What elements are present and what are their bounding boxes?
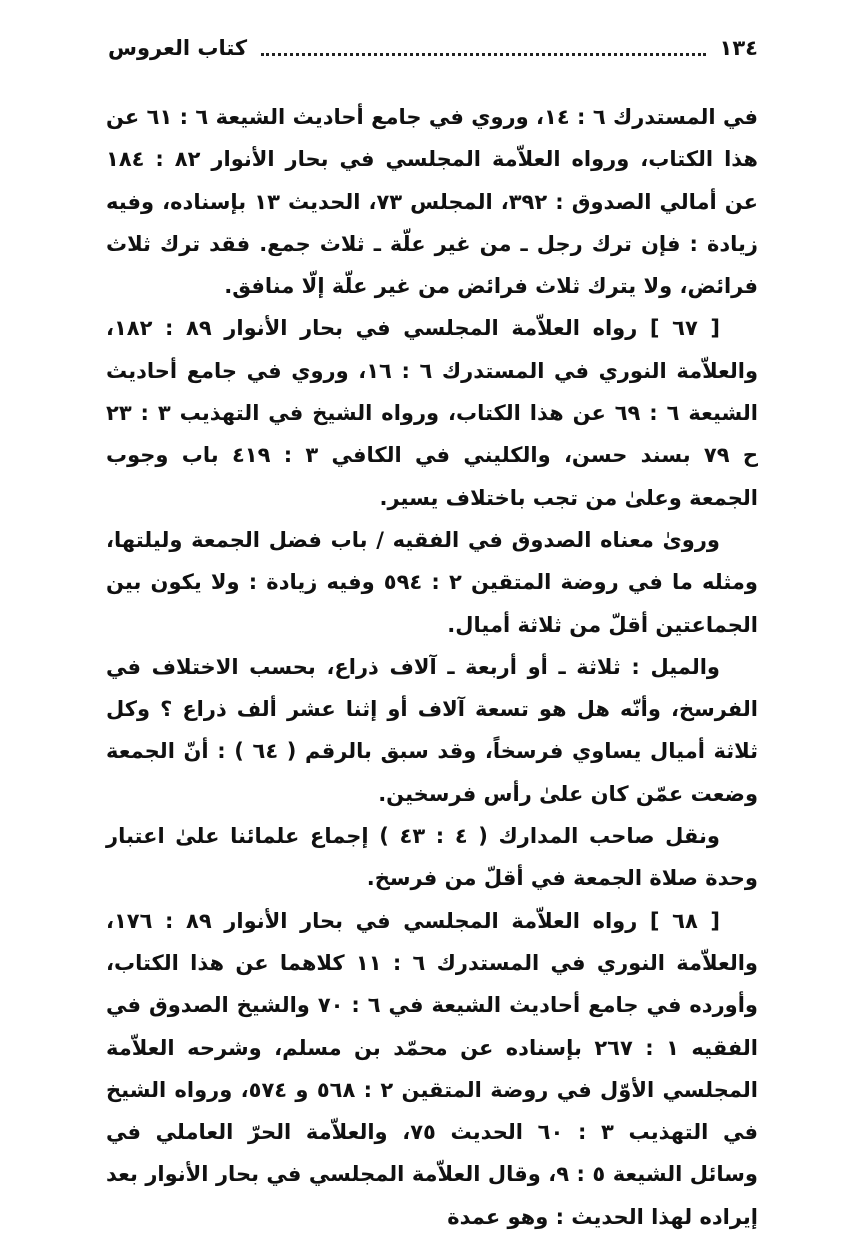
header-dot-leader: [261, 53, 705, 56]
paragraph-6: [ ٦٨ ] رواه العلاّمة المجلسي في بحار الأنوار ٨٩ : ١٧٦، والعلاّمة النوري في المستدرك ٦ : ١١ كلاهما عن هذا الكتاب، وأورده في جامع أحاديث الشيعة في ٦ : ٧٠ والشيخ الصدوق في الفقيه ١ : ٢٦٧ بإسناده عن محمّد بن مسلم، وشرحه العلاّمة المجلسي الأوّل في روضة المتقين ٢ : ٥٦٨ و ٥٧٤، ورواه الشيخ في التهذيب ٣ : ٦٠ الحديث ٧٥، والعلاّمة الحرّ العاملي في وسائل الشيعة ٥ : ٩، وقال العلاّمة المجلسي في بحار الأنوار بعد إيراده لهذا الحديث : وهو عمدة: [106, 908, 759, 1229]
page-number: ١٣٤: [719, 36, 758, 60]
footnote-text-block: [106, 96, 758, 1238]
paragraph-4: والميل : ثلاثة ـ أو أربعة ـ آلاف ذراع، بحسب الاختلاف في الفرسخ، وأنّه هل هو تسعة آلاف أو إثنا عشر ألف ذراع ؟ وكل ثلاثة أميال يساوي فرسخاً، وقد سبق بالرقم ( ٦٤ ) : أنّ الجمعة وضعت عمّن كان علىٰ رأس فرسخين.: [106, 654, 759, 806]
paragraph-2: [ ٦٧ ] رواه العلاّمة المجلسي في بحار الأنوار ٨٩ : ١٨٢، والعلاّمة النوري في المستدرك ٦ : ١٦، وروي في جامع أحاديث الشيعة ٦ : ٦٩ عن هذا الكتاب، ورواه الشيخ في التهذيب ٣ : ٢٣ ح ٧٩ بسند حسن، والكليني في الكافي ٣ : ٤١٩ باب وجوب الجمعة وعلىٰ من تجب باختلاف يسير.: [106, 316, 759, 510]
paragraph-5: ونقل صاحب المدارك ( ٤ : ٤٣ ) إجماع علمائنا علىٰ اعتبار وحدة صلاة الجمعة في أقلّ من فرسخ.: [106, 824, 758, 891]
paragraph-3: وروىٰ معناه الصدوق في الفقيه / باب فضل الجمعة وليلتها، ومثله ما في روضة المتقين ٢ : ٥٩٤ وفيه زيادة : ولا يكون بين الجماعتين أقلّ من ثلاثة أميال.: [106, 527, 758, 637]
book-title: كتاب العروس: [108, 36, 248, 60]
running-header: [108, 30, 758, 66]
paragraph-1: في المستدرك ٦ : ١٤، وروي في جامع أحاديث الشيعة ٦ : ٦١ عن هذا الكتاب، ورواه العلاّمة المجلسي في بحار الأنوار ٨٢ : ١٨٤ عن أمالي الصدوق : ٣٩٢، المجلس ٧٣، الحديث ١٣ بإسناده، وفيه زيادة : فإن ترك رجل ـ من غير علّة ـ ثلاث جمع. فقد ترك ثلاث فرائض، ولا يترك ثلاث فرائض من غير علّة إلّا منافق.: [106, 105, 758, 299]
